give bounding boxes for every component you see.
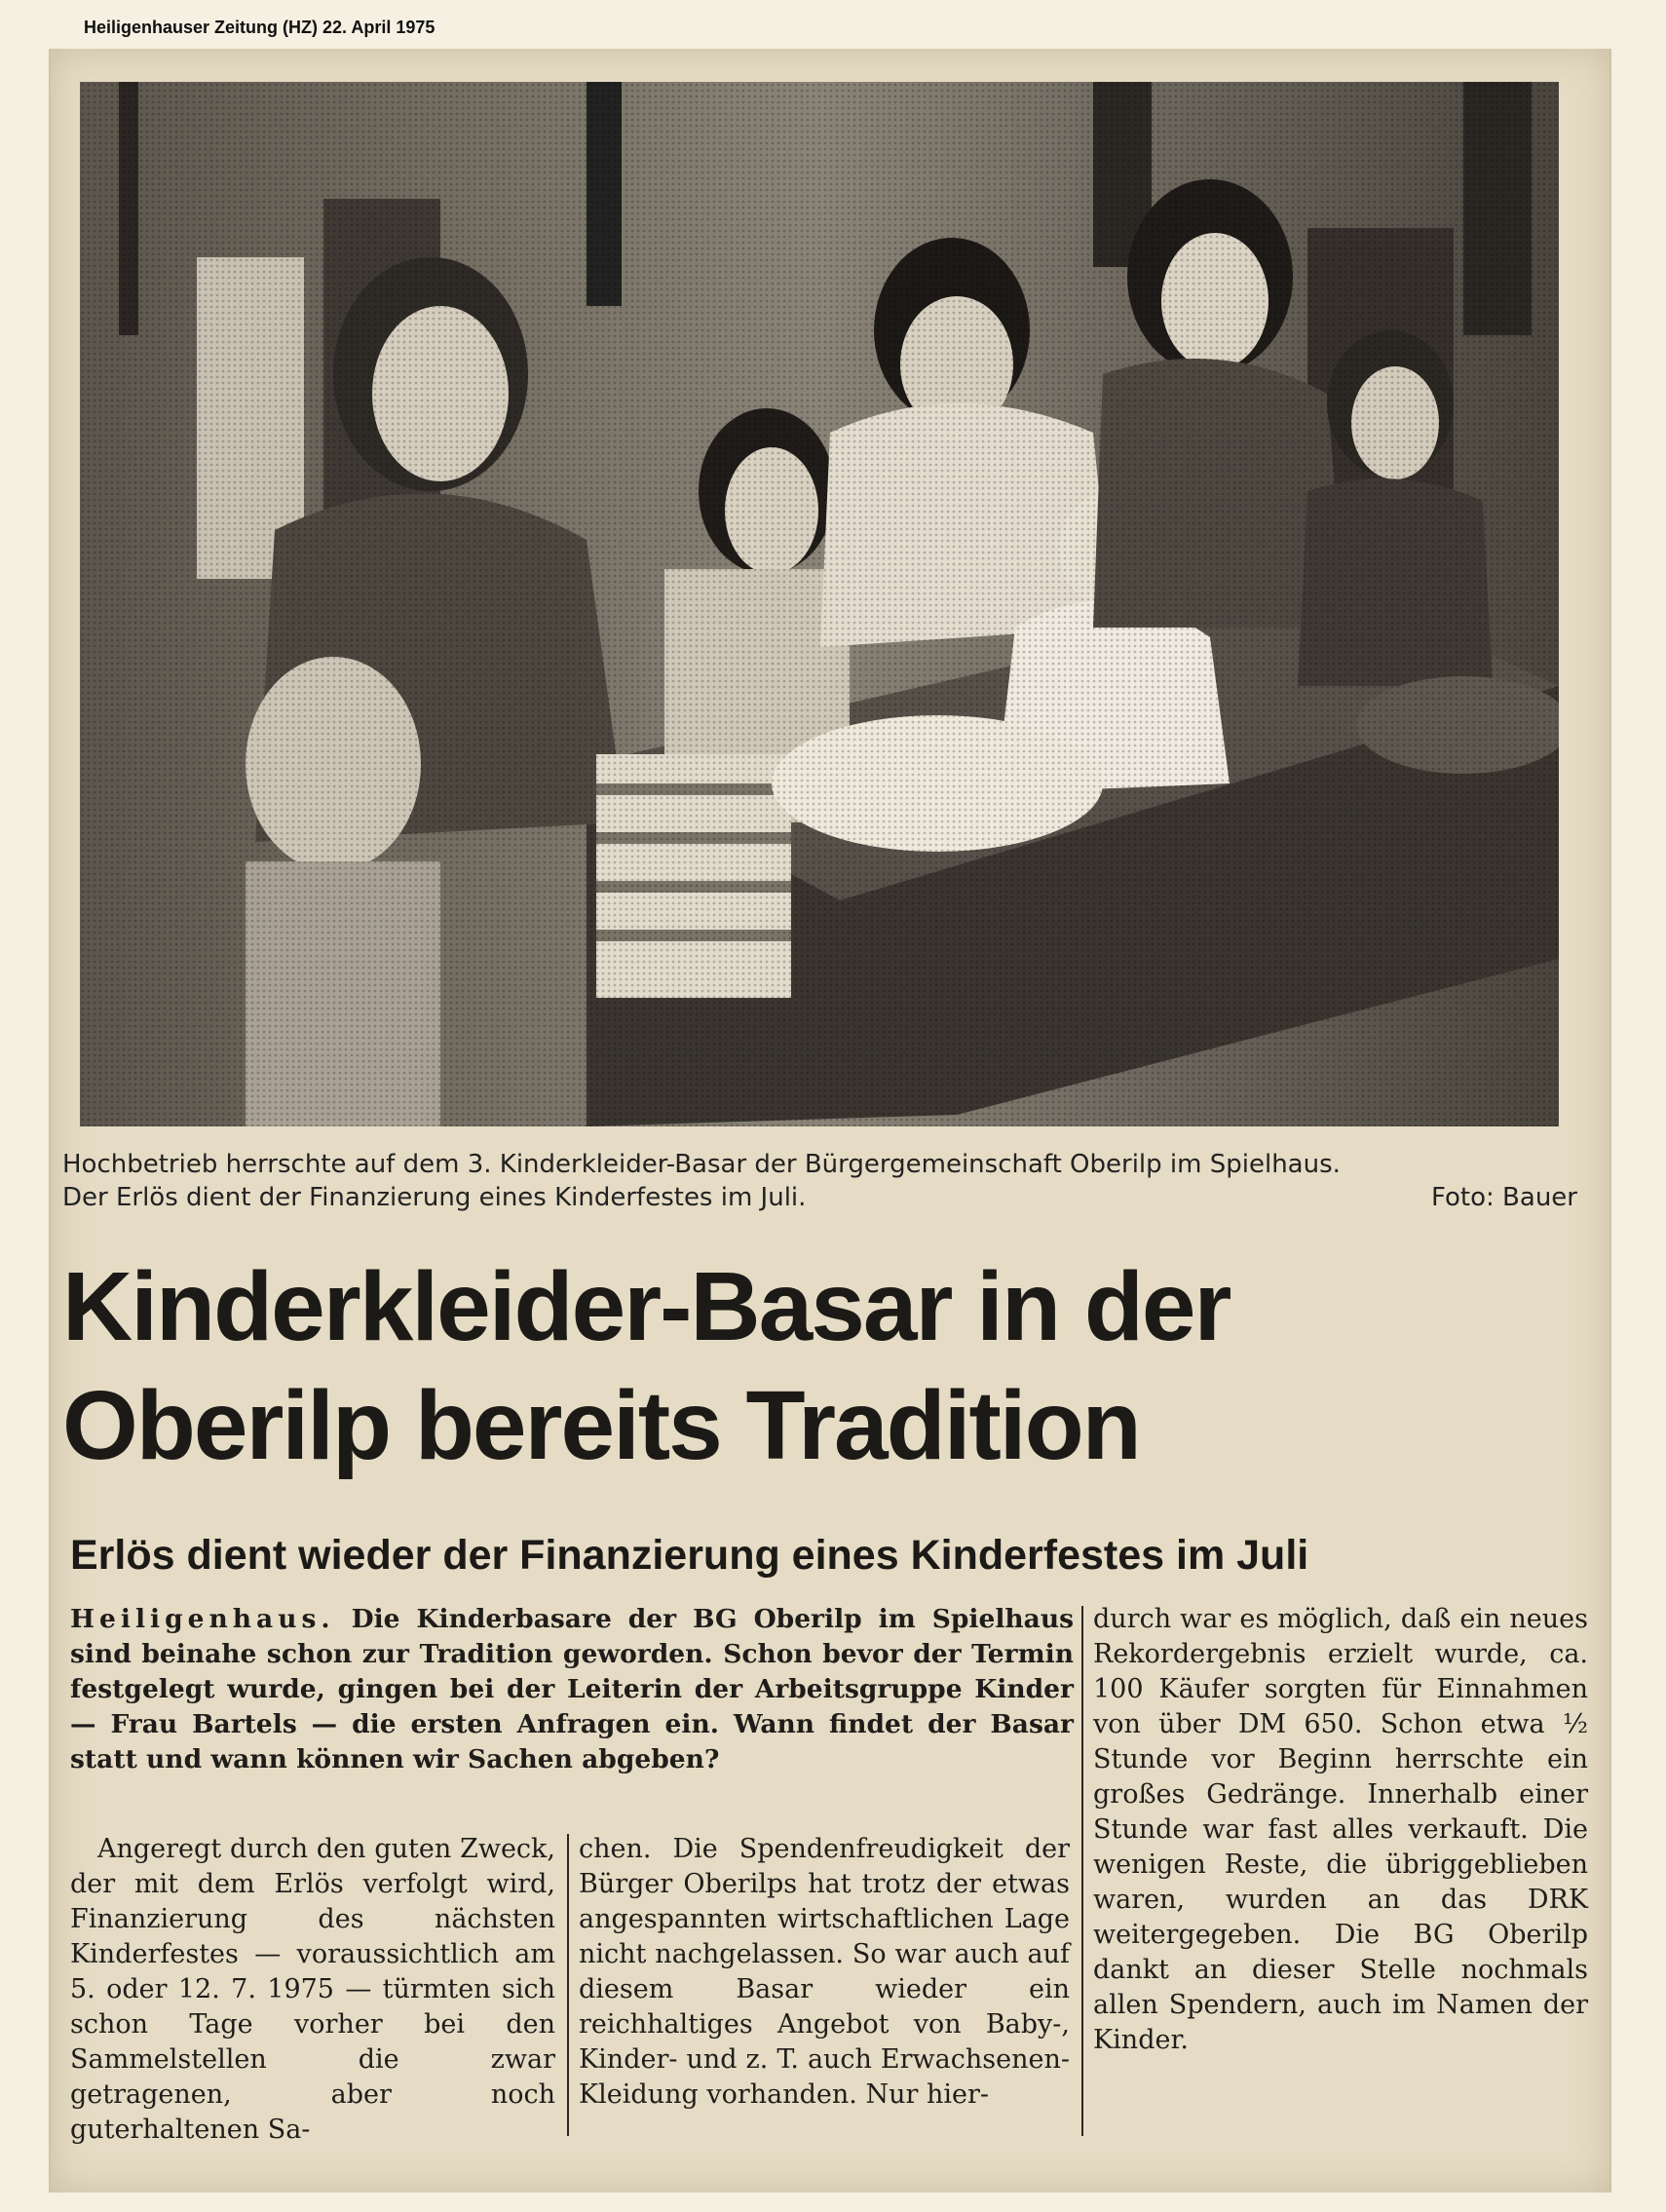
column-divider	[567, 1834, 569, 2136]
article-lead	[70, 1602, 1074, 1777]
column-divider	[1081, 1606, 1083, 2136]
photo-caption	[62, 1148, 1577, 1214]
article-subheadline: Erlös dient wieder der Finanzierung eines Kinderfestes im Juli	[70, 1532, 1309, 1579]
dateline: Heiligenhaus.	[70, 1604, 335, 1634]
lead-text: Die Kinderbasare der BG Oberilp im Spielhaus sind beinahe schon zur Tradition geworden. Schon bevor der Termin festgelegt wurde, gingen bei der Leiterin der Arbeitsgruppe Kinder — Frau Bartels — die ersten Anfragen ein. Wann findet der Basar statt und wann können wir Sachen abgeben?	[70, 1604, 1075, 1774]
headline-line-1: Kinderkleider-Basar in der	[62, 1252, 1231, 1361]
article-column-1: Angeregt durch den guten Zweck, der mit dem Erlös verfolgt wird, Finanzierung des nächsten Kinderfestes — voraussichtlich am 5. oder 12. 7. 1975 — türmten sich schon Tage vorher bei den Sammelstellen die zwar getragenen, aber noch guterhaltenen Sa-	[70, 1834, 555, 2145]
caption-line-1: Hochbetrieb herrschte auf dem 3. Kinderkleider-Basar der Bürgergemeinschaft Oberilp im Spielhaus.	[62, 1150, 1341, 1179]
headline-line-2: Oberilp bereits Tradition	[62, 1371, 1140, 1480]
bazaar-photo-illustration	[80, 82, 1559, 1126]
source-line: Heiligenhauser Zeitung (HZ) 22. April 1975	[84, 18, 435, 37]
bazaar-photo	[80, 82, 1559, 1126]
caption-line-2: Der Erlös dient der Finanzierung eines Kinderfestes im Juli.	[62, 1183, 807, 1212]
article-headline	[62, 1247, 1582, 1485]
article-column-3: durch war es möglich, daß ein neues Rekordergebnis erzielt wurde, ca. 100 Käufer sorgten für Einnahmen von über DM 650. Schon etwa ½ Stunde vor Beginn herrschte ein großes Gedränge. Innerhalb einer Stunde war fast alles verkauft. Die wenigen Reste, die übriggeblieben waren, wurden an das DRK weitergegeben. Die BG Oberilp dankt an dieser Stelle nochmals allen Spendern, auch im Namen der Kinder.	[1093, 1604, 1588, 2055]
article-column-2: chen. Die Spendenfreudigkeit der Bürger Oberilps hat trotz der etwas angespannten wirtschaftlichen Lage nicht nachgelassen. So war auch auf diesem Basar wieder ein reichhaltiges Angebot von Baby-, Kinder- und z. T. auch Erwachsenen-Kleidung vorhanden. Nur hier-	[579, 1834, 1070, 2110]
photo-credit: Foto: Bauer	[1431, 1183, 1577, 1212]
